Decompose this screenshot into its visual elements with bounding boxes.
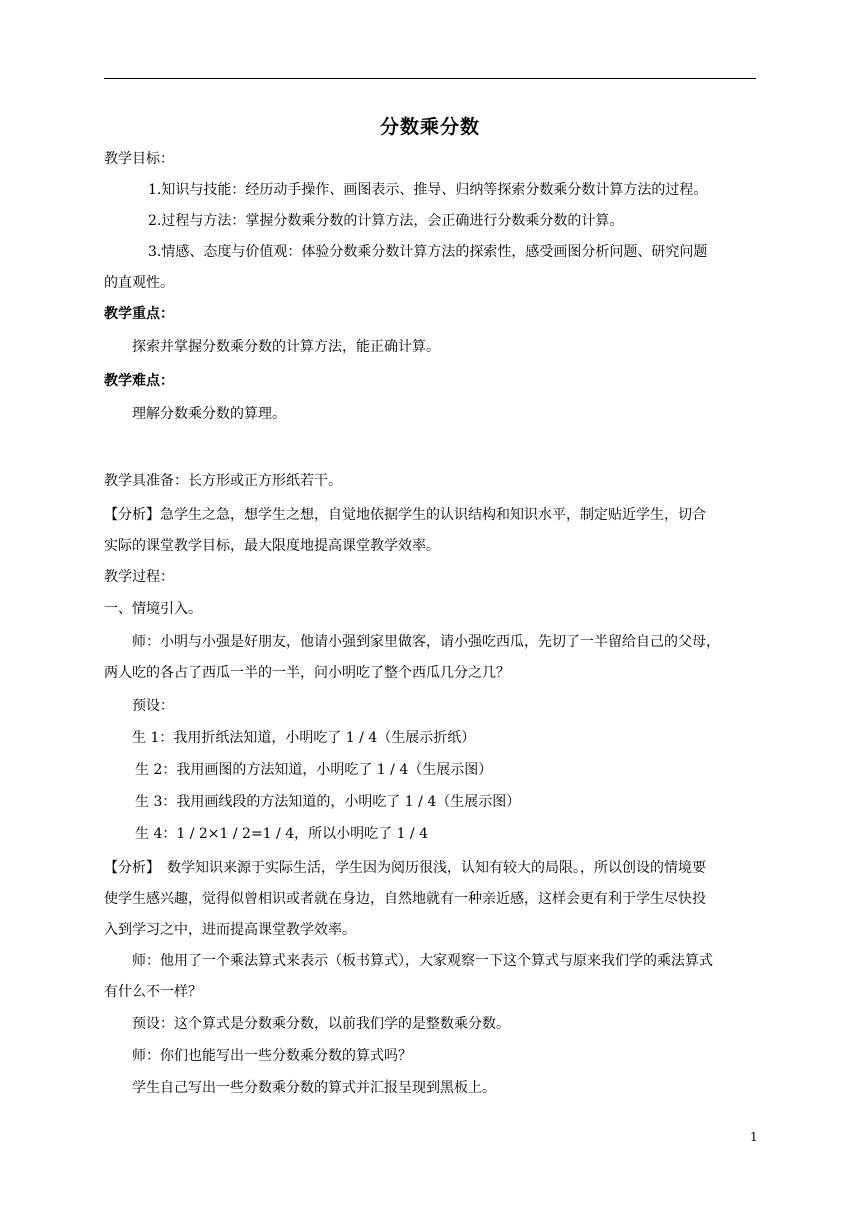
teacher-question-line-2: 有什么不一样？	[104, 984, 202, 1000]
objective-2: 2.过程与方法：掌握分数乘分数的计算方法，会正确进行分数乘分数的计算。	[148, 213, 624, 229]
analysis-2-line-3: 入到学习之中，进而提高课堂教学效率。	[104, 922, 356, 938]
key-points-text: 探索并掌握分数乘分数的计算方法，能正确计算。	[132, 339, 440, 355]
section-heading-difficulties: 教学难点：	[104, 373, 174, 389]
header-rule	[104, 78, 756, 79]
preset-answer: 预设：这个算式是分数乘分数，以前我们学的是整数乘分数。	[132, 1016, 510, 1032]
student-1-answer: 生 1：我用折纸法知道，小明吃了 1 / 4（生展示折纸）	[132, 730, 476, 746]
student-activity: 学生自己写出一些分数乘分数的算式并汇报呈现到黑板上。	[132, 1080, 496, 1096]
teacher-question-line-1: 师：他用了一个乘法算式来表示（板书算式），大家观察一下这个算式与原来我们学的乘法算式	[132, 953, 713, 969]
difficulties-text: 理解分数乘分数的算理。	[132, 406, 286, 422]
preset-label: 预设：	[132, 698, 174, 714]
objective-1: 1.知识与技能：经历动手操作、画图表示、推导、归纳等探索分数乘分数计算方法的过程。	[148, 182, 708, 198]
objective-3-cont: 的直观性。	[104, 275, 174, 291]
section-heading-objectives: 教学目标：	[104, 151, 174, 167]
document-title: 分数乘分数	[379, 116, 480, 138]
analysis-2-line-2: 使学生感兴趣，觉得似曾相识或者就在身边，自然地就有一种亲近感，这样会更有利于学生尽快投	[104, 891, 706, 907]
section-heading-key-points: 教学重点：	[104, 306, 174, 322]
student-4-answer: 生 4：1 / 2×1 / 2=1 / 4，所以小明吃了 1 / 4	[135, 826, 428, 842]
analysis-1-line-1: 【分析】急学生之急，想学生之想，自觉地依据学生的认识结构和知识水平，制定贴近学生，切合	[104, 507, 706, 523]
teacher-story-line-1: 师：小明与小强是好朋友，他请小强到家里做客，请小强吃西瓜，先切了一半留给自己的父母，	[132, 634, 720, 650]
page-number: 1	[750, 1130, 758, 1144]
section-heading-process: 教学过程：	[104, 569, 174, 585]
teacher-story-line-2: 两人吃的各占了西瓜一半的一半，问小明吃了整个西瓜几分之几？	[104, 665, 510, 681]
objective-3: 3.情感、态度与价值观：体验分数乘分数计算方法的探索性，感受画图分析问题、研究问题	[148, 244, 708, 260]
student-3-answer: 生 3：我用画线段的方法知道的，小明吃了 1 / 4（生展示图）	[135, 794, 521, 810]
teacher-prompt: 师：你们也能写出一些分数乘分数的算式吗？	[132, 1048, 412, 1064]
analysis-1-line-2: 实际的课堂教学目标，最大限度地提高课堂教学效率。	[104, 538, 440, 554]
student-2-answer: 生 2：我用画图的方法知道，小明吃了 1 / 4（生展示图）	[135, 762, 493, 778]
analysis-2-line-1: 【分析】 数学知识来源于实际生活，学生因为阅历很浅，认知有较大的局限。，所以创设的情境要	[104, 860, 706, 876]
materials-text: 教学具准备：长方形或正方形纸若干。	[104, 473, 342, 489]
section-heading-intro: 一、情境引入。	[104, 601, 202, 617]
